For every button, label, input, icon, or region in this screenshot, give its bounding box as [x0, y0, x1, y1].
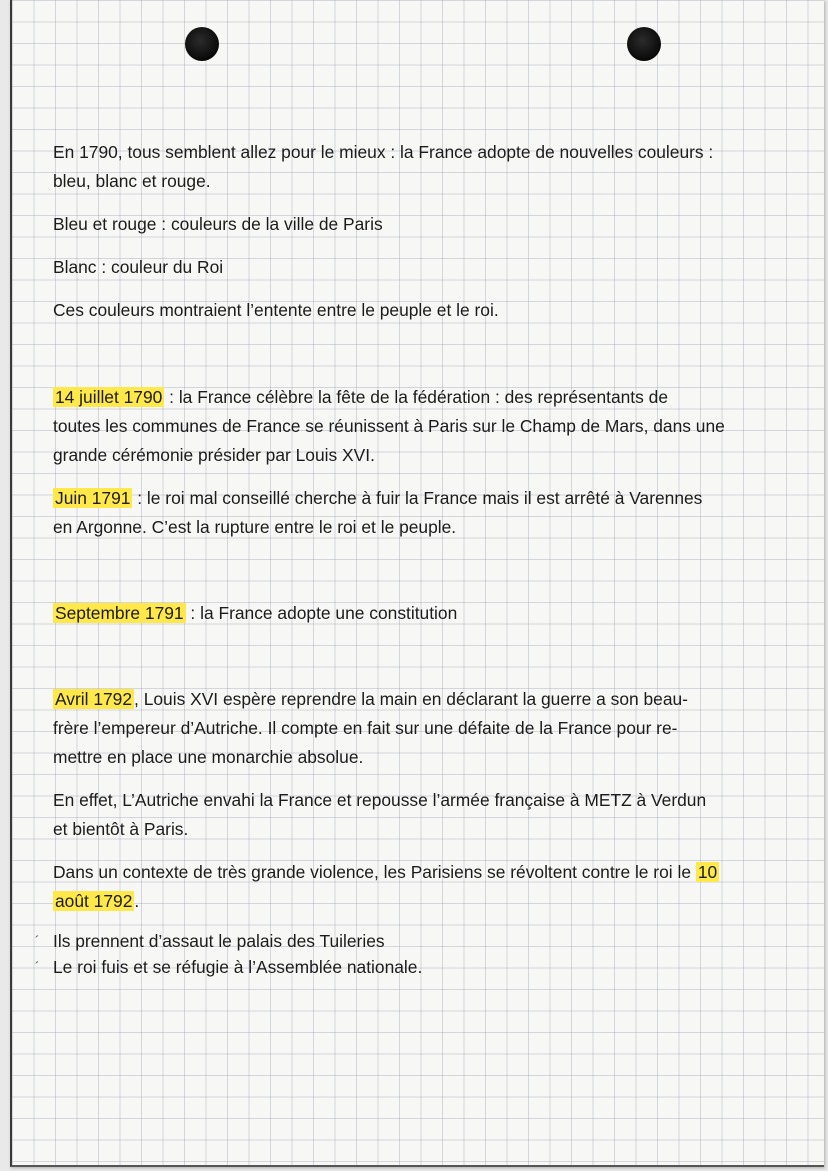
- tick-mark: ´: [35, 959, 40, 974]
- date-highlight: 14 juillet 1790: [55, 387, 163, 407]
- date-highlight: Juin 1791: [55, 488, 131, 508]
- date-highlight: Avril 1792: [55, 689, 133, 709]
- tick-mark: ´: [35, 933, 40, 948]
- revolt-paragraph: Dans un contexte de très grande violence, les Parisiens se révoltent contre le roi le 10 août 1792 .: [53, 862, 718, 911]
- event-fete-federation: 14 juillet 1790 : la France célèbre la fête de la fédération : des représentants de toutes les communes de France se réunissent à Paris sur le Champ de Mars, dans une grande cérémonie présider par Louis XVI.: [53, 387, 725, 465]
- color-king: Blanc : couleur du Roi: [53, 257, 224, 277]
- event-varennes: Juin 1791 : le roi mal conseillé cherche à fuir la France mais il est arrêté à Varennes en Argonne. C’est la rupture entre le roi et le peuple.: [53, 488, 703, 537]
- intro-paragraph: [53, 138, 793, 196]
- punch-hole-right: [627, 27, 661, 61]
- date-highlight: août 1792: [55, 891, 133, 911]
- date-highlight: Septembre 1791: [55, 603, 184, 623]
- intro-line-1: En 1790, tous semblent allez pour le mieux : la France adopte de nouvelles couleurs :: [53, 142, 714, 162]
- event-guerre-autriche: Avril 1792 , Louis XVI espère reprendre la main en déclarant la guerre a son beau- frère l’empereur d’Autriche. Il compte en fait sur une défaite de la France pour re- mettre en place une monarchie absolue.: [53, 689, 688, 767]
- notebook-page: [10, 0, 824, 1167]
- intro-line-2: bleu, blanc et rouge.: [53, 171, 211, 191]
- bullet-list: [35, 928, 793, 980]
- colors-meaning: Ces couleurs montraient l’entente entre le peuple et le roi.: [53, 300, 499, 320]
- date-highlight: 10: [697, 862, 718, 882]
- event-constitution: Septembre 1791 : la France adopte une constitution: [55, 603, 458, 623]
- effect-paragraph: En effet, L’Autriche envahi la France et repousse l’armée française à METZ à Verdun et bientôt à Paris.: [53, 790, 707, 839]
- bullet-item: Ils prennent d’assaut le palais des Tuileries: [53, 931, 385, 951]
- bullet-item: Le roi fuis et se réfugie à l’Assemblée nationale.: [53, 957, 423, 977]
- punch-hole-left: [185, 27, 219, 61]
- colors-paris: Bleu et rouge : couleurs de la ville de Paris: [53, 214, 383, 234]
- notes-body: [35, 138, 793, 980]
